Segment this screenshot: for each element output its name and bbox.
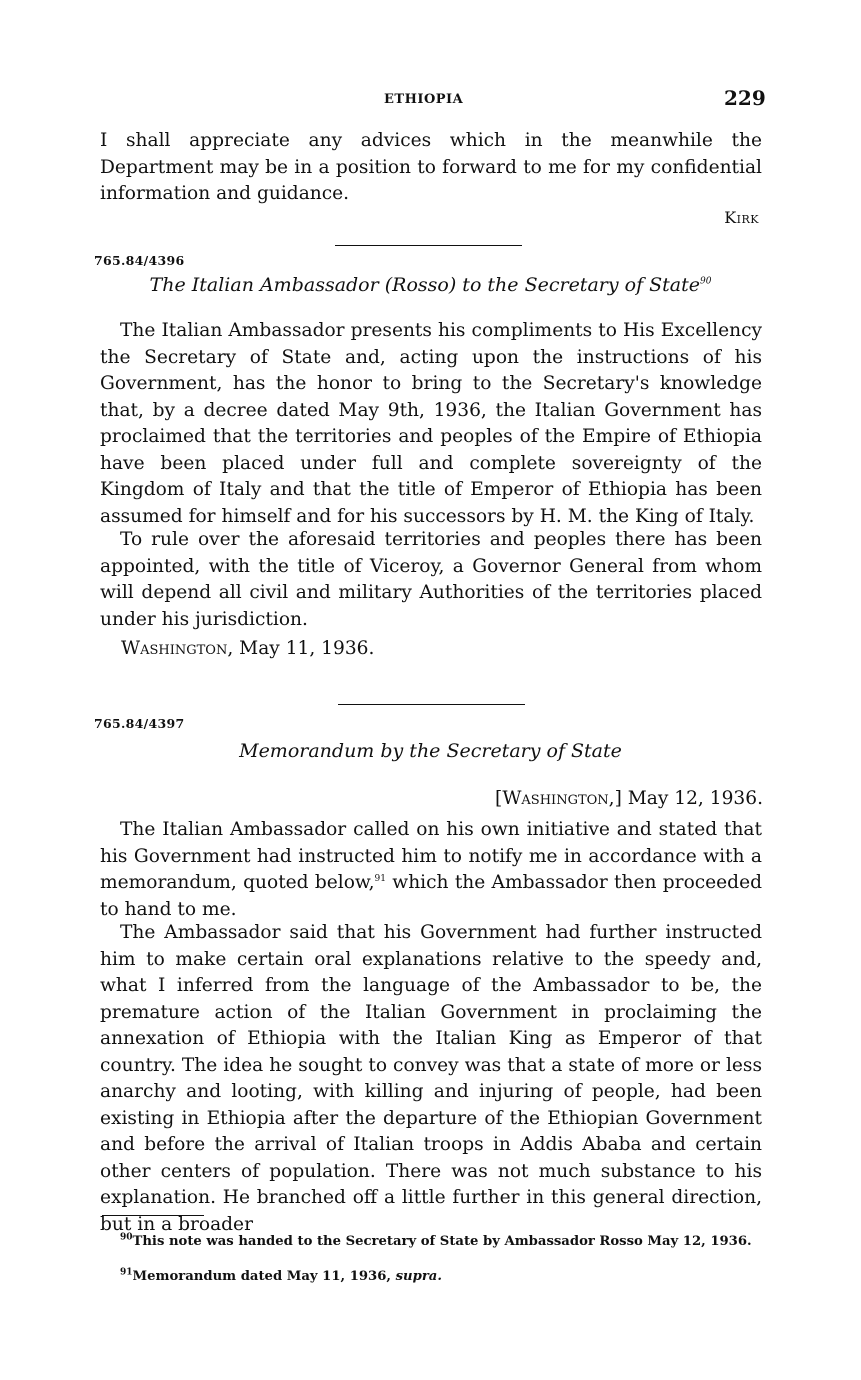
footnote-90 <box>102 1233 766 1250</box>
doc2-dateline-place: Washington <box>502 788 609 809</box>
footnote-90-text: This note was handed to the Secretary of State by Ambassador Rosso May 12, 1936. <box>132 1234 752 1249</box>
running-title: ETHIOPIA <box>384 92 464 107</box>
page-number: 229 <box>724 86 766 110</box>
footnote-rule <box>102 1215 204 1216</box>
continuation-paragraph: I shall appreciate any advices which in the meanwhile the Department may be in a position to forward to me for my confidential information and guidance. <box>100 130 762 204</box>
file-number-4397: 765.84/4397 <box>94 716 185 731</box>
signature-kirk: Kirk <box>724 208 759 227</box>
doc2-dateline-date: May 12, 1936. <box>621 788 763 809</box>
doc2-dateline <box>495 788 763 809</box>
file-number-4396: 765.84/4396 <box>94 253 185 268</box>
footnote-91 <box>102 1268 766 1285</box>
footnote-ref-91: 91 <box>374 873 386 884</box>
footnote-91-emphasis: supra. <box>395 1269 442 1284</box>
doc1-dateline <box>121 638 374 659</box>
section-divider <box>335 245 522 246</box>
doc1-paragraph-1: The Italian Ambassador presents his compliments to His Excellency the Secretary of State and, acting upon the instructions of his Government, has the honor to bring to the Secretary's knowledge that, by a decree dated May 9th, 1936, the Italian Government has proclaimed that the territories and peoples of the Empire of Ethiopia have been placed under full and complete sovereignty of the Kingdom of Italy and that the title of Emperor of Ethiopia has been assumed for himself and for his successors by H. M. the King of Italy. <box>100 320 762 527</box>
doc1-title-part2: ) to the Secretary of State <box>448 274 700 296</box>
footnote-91-text: Memorandum dated May 11, 1936, <box>132 1269 396 1284</box>
footnote-marker-91: 91 <box>120 1267 133 1278</box>
footnote-ref-90: 90 <box>700 276 712 287</box>
doc1-title-name: Rosso <box>392 274 449 296</box>
doc2-dateline-open: [ <box>495 788 503 809</box>
running-head <box>0 86 861 112</box>
doc1-dateline-place: Washington <box>121 638 228 659</box>
footnote-marker-90: 90 <box>120 1232 133 1243</box>
doc2-paragraph-1-text-end: which the Ambassador then proceeded to hand to me. <box>100 872 762 920</box>
doc2-dateline-close: ,] <box>608 788 622 809</box>
doc1-title <box>0 274 861 296</box>
doc2-paragraph-1 <box>100 817 762 923</box>
doc1-title-part1: The Italian Ambassador ( <box>149 274 393 296</box>
section-divider <box>338 704 525 705</box>
doc2-title: Memorandum by the Secretary of State <box>239 740 622 762</box>
doc1-paragraph-2: To rule over the aforesaid territories and peoples there has been appointed, with the title of Viceroy, a Governor General from whom will depend all civil and military Authorities of the territories placed under his jurisdiction. <box>100 529 762 630</box>
doc1-dateline-date: , May 11, 1936. <box>227 638 375 659</box>
doc2-paragraph-2: The Ambassador said that his Government had further instructed him to make certain oral explanations relative to the speedy and, what I inferred from the language of the Ambassador to be, the premature action of the Italian Government in proclaiming the annexation of Ethiopia with the Italian King as Emperor of that country. The idea he sought to convey was that a state of more or less anarchy and looting, with killing and injuring of people, had been existing in Ethiopia after the departure of the Ethiopian Government and before the arrival of Italian troops in Addis Ababa and certain other centers of population. There was not much substance to his explanation. He branched off a little further in this general direction, but in a broader <box>100 922 762 1235</box>
doc2-paragraph-1-text: The Italian Ambassador called on his own initiative and stated that his Government had instructed him to notify me in accordance with a memorandum, quoted below, <box>100 819 762 893</box>
